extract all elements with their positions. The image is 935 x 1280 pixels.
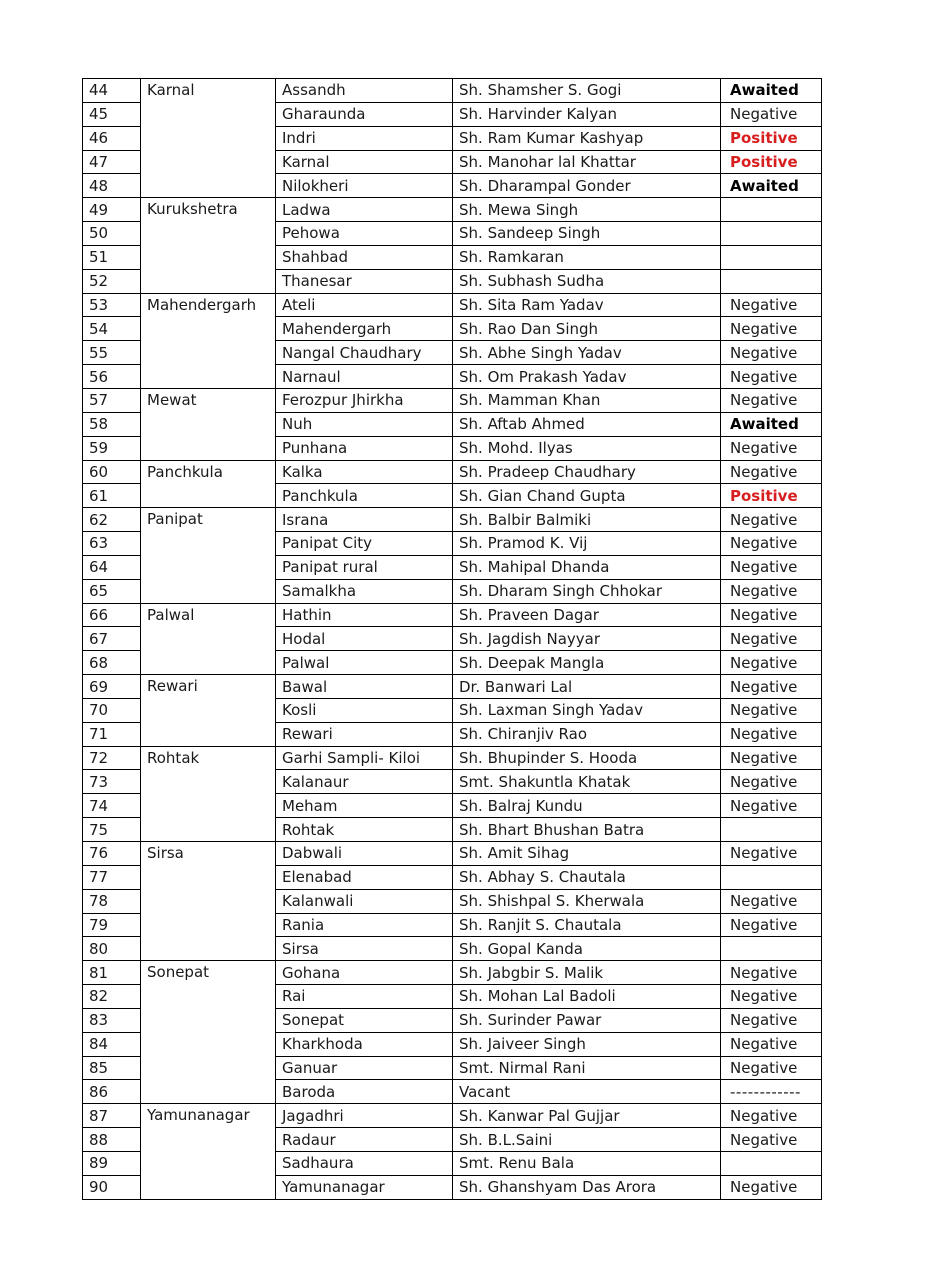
table-row <box>83 746 822 770</box>
serial-number-cell: 77 <box>83 865 141 889</box>
constituency-cell: Kosli <box>276 698 453 722</box>
table-row <box>83 603 822 627</box>
status-cell: Negative <box>721 722 822 746</box>
table-row <box>83 842 822 866</box>
serial-number-cell: 49 <box>83 198 141 222</box>
serial-number-cell: 72 <box>83 746 141 770</box>
member-name-cell: Dr. Banwari Lal <box>453 675 721 699</box>
status-cell: Negative <box>721 460 822 484</box>
status-cell: Negative <box>721 1104 822 1128</box>
serial-number-cell: 82 <box>83 985 141 1009</box>
member-name-cell: Sh. Ghanshyam Das Arora <box>453 1175 721 1199</box>
member-name-cell: Sh. Manohar lal Khattar <box>453 150 721 174</box>
serial-number-cell: 54 <box>83 317 141 341</box>
constituency-cell: Palwal <box>276 651 453 675</box>
status-cell: Negative <box>721 913 822 937</box>
constituency-cell: Indri <box>276 126 453 150</box>
serial-number-cell: 79 <box>83 913 141 937</box>
constituency-cell: Assandh <box>276 79 453 103</box>
status-cell: Awaited <box>721 412 822 436</box>
status-cell: Negative <box>721 1128 822 1152</box>
serial-number-cell: 65 <box>83 579 141 603</box>
constituency-cell: Sonepat <box>276 1008 453 1032</box>
constituency-cell: Jagadhri <box>276 1104 453 1128</box>
status-cell: Negative <box>721 508 822 532</box>
status-cell: Negative <box>721 1056 822 1080</box>
serial-number-cell: 84 <box>83 1032 141 1056</box>
status-cell: Negative <box>721 889 822 913</box>
member-name-cell: Sh. Sita Ram Yadav <box>453 293 721 317</box>
serial-number-cell: 53 <box>83 293 141 317</box>
district-cell: Kurukshetra <box>141 198 276 293</box>
serial-number-cell: 74 <box>83 794 141 818</box>
constituency-cell: Hodal <box>276 627 453 651</box>
status-cell <box>721 865 822 889</box>
district-cell: Karnal <box>141 79 276 198</box>
member-name-cell: Sh. Gian Chand Gupta <box>453 484 721 508</box>
serial-number-cell: 63 <box>83 532 141 556</box>
district-cell: Mewat <box>141 388 276 460</box>
member-name-cell: Sh. Mohan Lal Badoli <box>453 985 721 1009</box>
district-cell: Yamunanagar <box>141 1104 276 1199</box>
member-name-cell: Sh. Mohd. Ilyas <box>453 436 721 460</box>
member-name-cell: Sh. Kanwar Pal Gujjar <box>453 1104 721 1128</box>
constituency-cell: Narnaul <box>276 365 453 389</box>
member-name-cell: Sh. Laxman Singh Yadav <box>453 698 721 722</box>
table-row <box>83 293 822 317</box>
constituency-cell: Ferozpur Jhirkha <box>276 388 453 412</box>
serial-number-cell: 44 <box>83 79 141 103</box>
member-name-cell: Sh. Dharampal Gonder <box>453 174 721 198</box>
status-cell: Negative <box>721 842 822 866</box>
serial-number-cell: 81 <box>83 961 141 985</box>
constituency-cell: Nangal Chaudhary <box>276 341 453 365</box>
member-name-cell: Sh. Jagdish Nayyar <box>453 627 721 651</box>
serial-number-cell: 66 <box>83 603 141 627</box>
member-name-cell: Sh. Subhash Sudha <box>453 269 721 293</box>
constituency-cell: Nilokheri <box>276 174 453 198</box>
serial-number-cell: 70 <box>83 698 141 722</box>
district-cell: Panchkula <box>141 460 276 508</box>
district-cell: Sirsa <box>141 842 276 961</box>
status-cell: Negative <box>721 1032 822 1056</box>
table-row <box>83 388 822 412</box>
constituency-cell: Thanesar <box>276 269 453 293</box>
member-name-cell: Sh. Om Prakash Yadav <box>453 365 721 389</box>
table-row <box>83 1104 822 1128</box>
status-cell: Negative <box>721 651 822 675</box>
status-cell: Negative <box>721 436 822 460</box>
constituency-cell: Sadhaura <box>276 1151 453 1175</box>
constituency-cell: Rewari <box>276 722 453 746</box>
serial-number-cell: 76 <box>83 842 141 866</box>
district-cell: Mahendergarh <box>141 293 276 388</box>
serial-number-cell: 87 <box>83 1104 141 1128</box>
member-name-cell: Sh. B.L.Saini <box>453 1128 721 1152</box>
serial-number-cell: 78 <box>83 889 141 913</box>
serial-number-cell: 60 <box>83 460 141 484</box>
district-cell: Palwal <box>141 603 276 675</box>
constituency-cell: Nuh <box>276 412 453 436</box>
constituency-cell: Hathin <box>276 603 453 627</box>
constituency-cell: Baroda <box>276 1080 453 1104</box>
constituency-cell: Panipat rural <box>276 555 453 579</box>
status-cell: Negative <box>721 102 822 126</box>
constituency-cell: Kalka <box>276 460 453 484</box>
status-cell: Negative <box>721 579 822 603</box>
constituency-cell: Punhana <box>276 436 453 460</box>
district-cell: Sonepat <box>141 961 276 1104</box>
member-name-cell: Sh. Shamsher S. Gogi <box>453 79 721 103</box>
serial-number-cell: 51 <box>83 245 141 269</box>
status-cell <box>721 818 822 842</box>
serial-number-cell: 71 <box>83 722 141 746</box>
member-name-cell: Sh. Mahipal Dhanda <box>453 555 721 579</box>
serial-number-cell: 89 <box>83 1151 141 1175</box>
status-cell: Negative <box>721 388 822 412</box>
status-cell <box>721 937 822 961</box>
status-cell: Negative <box>721 293 822 317</box>
constituency-cell: Ganuar <box>276 1056 453 1080</box>
constituency-status-table <box>82 78 822 1200</box>
serial-number-cell: 83 <box>83 1008 141 1032</box>
serial-number-cell: 86 <box>83 1080 141 1104</box>
serial-number-cell: 55 <box>83 341 141 365</box>
status-cell: Negative <box>721 1008 822 1032</box>
constituency-cell: Karnal <box>276 150 453 174</box>
constituency-cell: Panchkula <box>276 484 453 508</box>
member-name-cell: Sh. Mamman Khan <box>453 388 721 412</box>
constituency-cell: Kalanaur <box>276 770 453 794</box>
constituency-cell: Bawal <box>276 675 453 699</box>
table-row <box>83 79 822 103</box>
constituency-cell: Rania <box>276 913 453 937</box>
member-name-cell: Sh. Bhupinder S. Hooda <box>453 746 721 770</box>
serial-number-cell: 85 <box>83 1056 141 1080</box>
member-name-cell: Sh. Abhay S. Chautala <box>453 865 721 889</box>
member-name-cell: Sh. Amit Sihag <box>453 842 721 866</box>
status-cell: Negative <box>721 341 822 365</box>
member-name-cell: Sh. Jaiveer Singh <box>453 1032 721 1056</box>
serial-number-cell: 88 <box>83 1128 141 1152</box>
status-cell: Awaited <box>721 79 822 103</box>
member-name-cell: Sh. Mewa Singh <box>453 198 721 222</box>
table-row <box>83 198 822 222</box>
constituency-cell: Dabwali <box>276 842 453 866</box>
constituency-cell: Kharkhoda <box>276 1032 453 1056</box>
serial-number-cell: 64 <box>83 555 141 579</box>
constituency-cell: Israna <box>276 508 453 532</box>
serial-number-cell: 68 <box>83 651 141 675</box>
serial-number-cell: 52 <box>83 269 141 293</box>
serial-number-cell: 57 <box>83 388 141 412</box>
status-cell: Negative <box>721 317 822 341</box>
district-cell: Panipat <box>141 508 276 603</box>
status-cell <box>721 245 822 269</box>
constituency-cell: Radaur <box>276 1128 453 1152</box>
constituency-cell: Yamunanagar <box>276 1175 453 1199</box>
constituency-cell: Shahbad <box>276 245 453 269</box>
serial-number-cell: 62 <box>83 508 141 532</box>
district-cell: Rohtak <box>141 746 276 841</box>
table-row <box>83 675 822 699</box>
member-name-cell: Sh. Rao Dan Singh <box>453 317 721 341</box>
member-name-cell: Sh. Balraj Kundu <box>453 794 721 818</box>
status-cell: Negative <box>721 794 822 818</box>
member-name-cell: Vacant <box>453 1080 721 1104</box>
status-cell: Negative <box>721 627 822 651</box>
member-name-cell: Sh. Bhart Bhushan Batra <box>453 818 721 842</box>
member-name-cell: Sh. Balbir Balmiki <box>453 508 721 532</box>
member-name-cell: Smt. Nirmal Rani <box>453 1056 721 1080</box>
member-name-cell: Sh. Ranjit S. Chautala <box>453 913 721 937</box>
member-name-cell: Sh. Abhe Singh Yadav <box>453 341 721 365</box>
serial-number-cell: 73 <box>83 770 141 794</box>
constituency-cell: Panipat City <box>276 532 453 556</box>
constituency-cell: Elenabad <box>276 865 453 889</box>
status-cell: Negative <box>721 1175 822 1199</box>
status-cell <box>721 222 822 246</box>
status-cell: Negative <box>721 770 822 794</box>
status-cell: Negative <box>721 365 822 389</box>
member-name-cell: Sh. Dharam Singh Chhokar <box>453 579 721 603</box>
serial-number-cell: 47 <box>83 150 141 174</box>
status-cell: Awaited <box>721 174 822 198</box>
serial-number-cell: 90 <box>83 1175 141 1199</box>
constituency-cell: Meham <box>276 794 453 818</box>
member-name-cell: Sh. Deepak Mangla <box>453 651 721 675</box>
member-name-cell: Sh. Pradeep Chaudhary <box>453 460 721 484</box>
serial-number-cell: 48 <box>83 174 141 198</box>
serial-number-cell: 58 <box>83 412 141 436</box>
table-body <box>83 79 822 1200</box>
district-cell: Rewari <box>141 675 276 747</box>
status-cell: Negative <box>721 555 822 579</box>
member-name-cell: Smt. Shakuntla Khatak <box>453 770 721 794</box>
constituency-cell: Ladwa <box>276 198 453 222</box>
status-cell: Positive <box>721 484 822 508</box>
status-cell: Negative <box>721 961 822 985</box>
serial-number-cell: 69 <box>83 675 141 699</box>
member-name-cell: Sh. Sandeep Singh <box>453 222 721 246</box>
status-cell: Positive <box>721 150 822 174</box>
member-name-cell: Sh. Surinder Pawar <box>453 1008 721 1032</box>
serial-number-cell: 80 <box>83 937 141 961</box>
serial-number-cell: 67 <box>83 627 141 651</box>
serial-number-cell: 46 <box>83 126 141 150</box>
constituency-cell: Rohtak <box>276 818 453 842</box>
member-name-cell: Sh. Ramkaran <box>453 245 721 269</box>
serial-number-cell: 56 <box>83 365 141 389</box>
status-cell <box>721 1151 822 1175</box>
member-name-cell: Sh. Pramod K. Vij <box>453 532 721 556</box>
table-row <box>83 460 822 484</box>
status-cell <box>721 269 822 293</box>
member-name-cell: Sh. Gopal Kanda <box>453 937 721 961</box>
member-name-cell: Sh. Ram Kumar Kashyap <box>453 126 721 150</box>
member-name-cell: Smt. Renu Bala <box>453 1151 721 1175</box>
constituency-cell: Pehowa <box>276 222 453 246</box>
constituency-cell: Rai <box>276 985 453 1009</box>
constituency-cell: Sirsa <box>276 937 453 961</box>
member-name-cell: Sh. Shishpal S. Kherwala <box>453 889 721 913</box>
status-cell: Positive <box>721 126 822 150</box>
status-cell: Negative <box>721 603 822 627</box>
member-name-cell: Sh. Jabgbir S. Malik <box>453 961 721 985</box>
serial-number-cell: 75 <box>83 818 141 842</box>
member-name-cell: Sh. Praveen Dagar <box>453 603 721 627</box>
constituency-cell: Samalkha <box>276 579 453 603</box>
constituency-cell: Mahendergarh <box>276 317 453 341</box>
serial-number-cell: 50 <box>83 222 141 246</box>
member-name-cell: Sh. Harvinder Kalyan <box>453 102 721 126</box>
constituency-cell: Gohana <box>276 961 453 985</box>
status-cell: Negative <box>721 532 822 556</box>
member-name-cell: Sh. Chiranjiv Rao <box>453 722 721 746</box>
status-cell: Negative <box>721 675 822 699</box>
member-name-cell: Sh. Aftab Ahmed <box>453 412 721 436</box>
constituency-cell: Gharaunda <box>276 102 453 126</box>
status-cell: Negative <box>721 746 822 770</box>
serial-number-cell: 61 <box>83 484 141 508</box>
serial-number-cell: 45 <box>83 102 141 126</box>
table-row <box>83 961 822 985</box>
status-cell: ------------ <box>721 1080 822 1104</box>
constituency-cell: Kalanwali <box>276 889 453 913</box>
table-row <box>83 508 822 532</box>
status-cell <box>721 198 822 222</box>
constituency-cell: Ateli <box>276 293 453 317</box>
status-cell: Negative <box>721 985 822 1009</box>
constituency-cell: Garhi Sampli- Kiloi <box>276 746 453 770</box>
serial-number-cell: 59 <box>83 436 141 460</box>
status-cell: Negative <box>721 698 822 722</box>
